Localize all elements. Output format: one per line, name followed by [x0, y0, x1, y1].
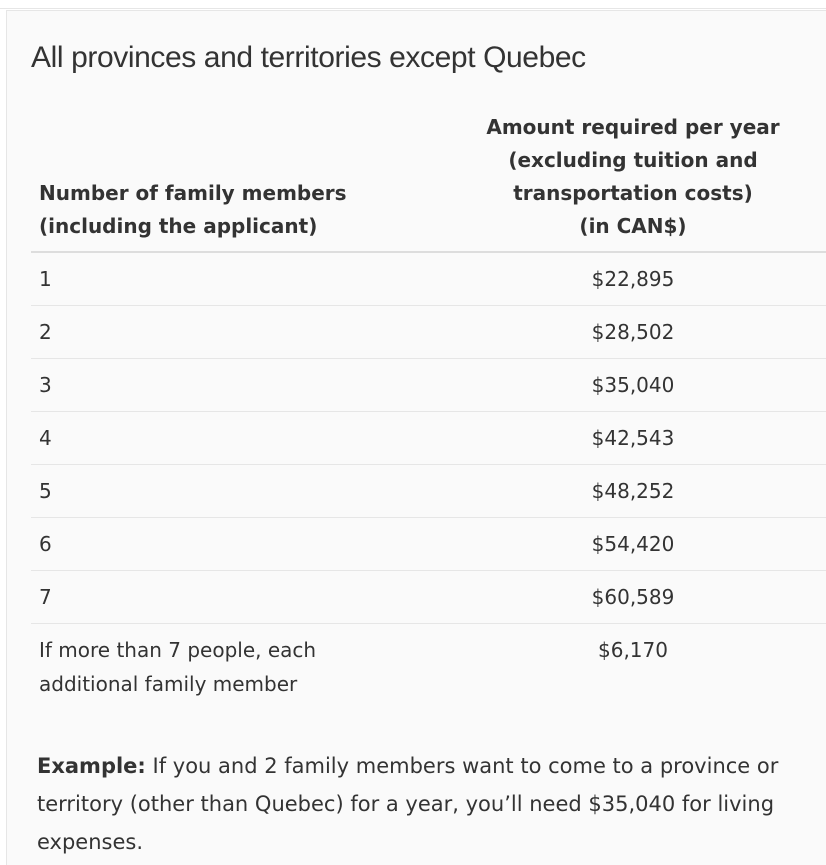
example-paragraph	[37, 747, 817, 861]
amount-cell: $6,170	[431, 624, 826, 716]
content-card	[6, 10, 826, 865]
example-label: Example:	[37, 754, 146, 778]
table-row-additional-member	[31, 624, 826, 716]
top-divider	[0, 8, 826, 9]
amount-cell: $22,895	[591, 267, 675, 291]
amount-cell: $54,420	[431, 518, 826, 571]
amount-cell: $28,502	[431, 306, 826, 359]
table-row	[31, 252, 826, 306]
table-row	[31, 306, 826, 359]
table-header-row	[31, 111, 826, 252]
amount-cell: $42,543	[431, 412, 826, 465]
column-header-members: Number of family members (including the applicant)	[31, 111, 431, 252]
family-members-cell: 5	[31, 465, 431, 518]
table-row	[31, 465, 826, 518]
family-members-cell: 7	[31, 571, 431, 624]
page-title: All provinces and territories except Quebec	[31, 41, 586, 74]
amount-cell: $35,040	[431, 359, 826, 412]
table-row	[31, 359, 826, 412]
family-members-cell: 2	[31, 306, 431, 359]
column-header-amount: Amount required per year (excluding tuition and transportation costs) (in CAN$)	[431, 111, 826, 252]
funds-table	[31, 111, 826, 715]
amount-cell: $48,252	[431, 465, 826, 518]
family-members-cell: 1	[39, 267, 52, 291]
table-row	[31, 571, 826, 624]
family-members-cell: 4	[31, 412, 431, 465]
example-text: If you and 2 family members want to come to a province or territory (other than Quebec) for a year, you’ll need $35,040 for living expenses.	[37, 754, 779, 854]
table-row	[31, 412, 826, 465]
family-members-cell: 6	[31, 518, 431, 571]
family-members-cell: If more than 7 people, each additional family member	[31, 624, 431, 716]
family-members-cell: 3	[31, 359, 431, 412]
amount-cell: $60,589	[431, 571, 826, 624]
table-row	[31, 518, 826, 571]
